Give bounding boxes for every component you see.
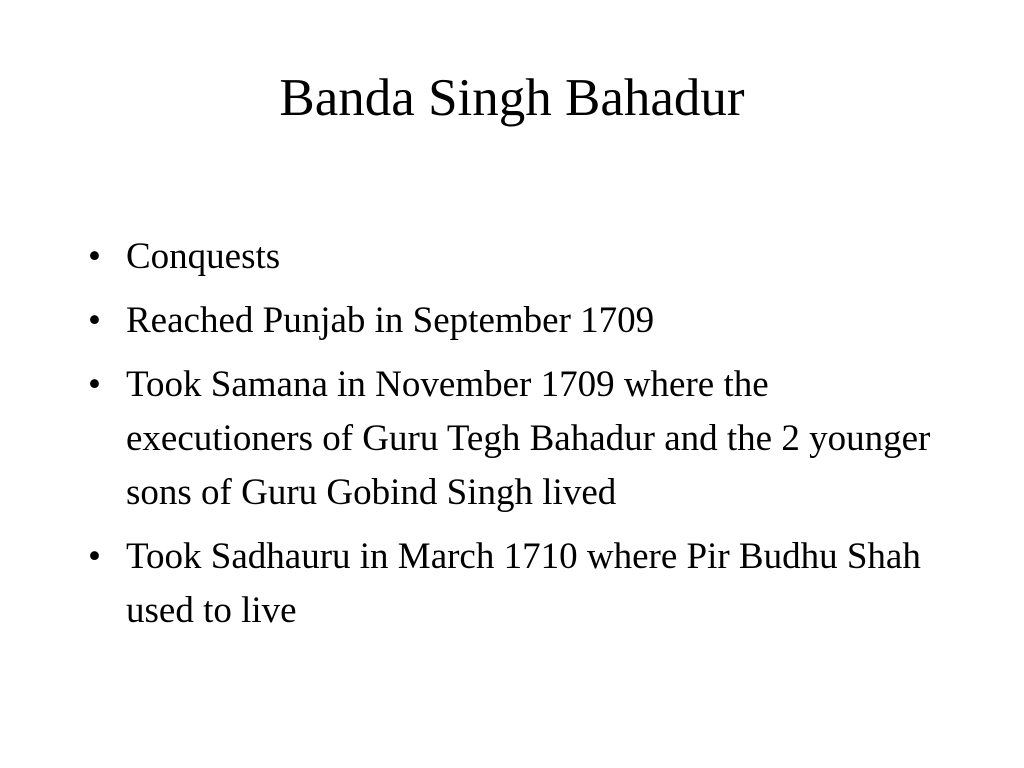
bullet-icon: •: [88, 300, 101, 341]
bullet-item: [88, 530, 948, 638]
bullet-item: [88, 294, 948, 348]
bullet-icon: •: [88, 364, 101, 405]
bullet-icon: •: [88, 536, 101, 577]
bullet-icon: •: [88, 236, 101, 277]
bullet-text: Reached Punjab in September 1709: [126, 300, 655, 341]
bullet-item: [88, 230, 948, 284]
slide-title: Banda Singh Bahadur: [279, 69, 745, 127]
bullet-item: [88, 358, 948, 520]
bullet-text: Took Sadhauru in March 1710 where Pir Budhu Shah used to live: [126, 536, 921, 631]
bullet-list: [88, 230, 948, 648]
bullet-text: Conquests: [126, 236, 281, 277]
bullet-text: Took Samana in November 1709 where the executioners of Guru Tegh Bahadur and the 2 younger sons of Guru Gobind Singh lived: [126, 364, 931, 513]
